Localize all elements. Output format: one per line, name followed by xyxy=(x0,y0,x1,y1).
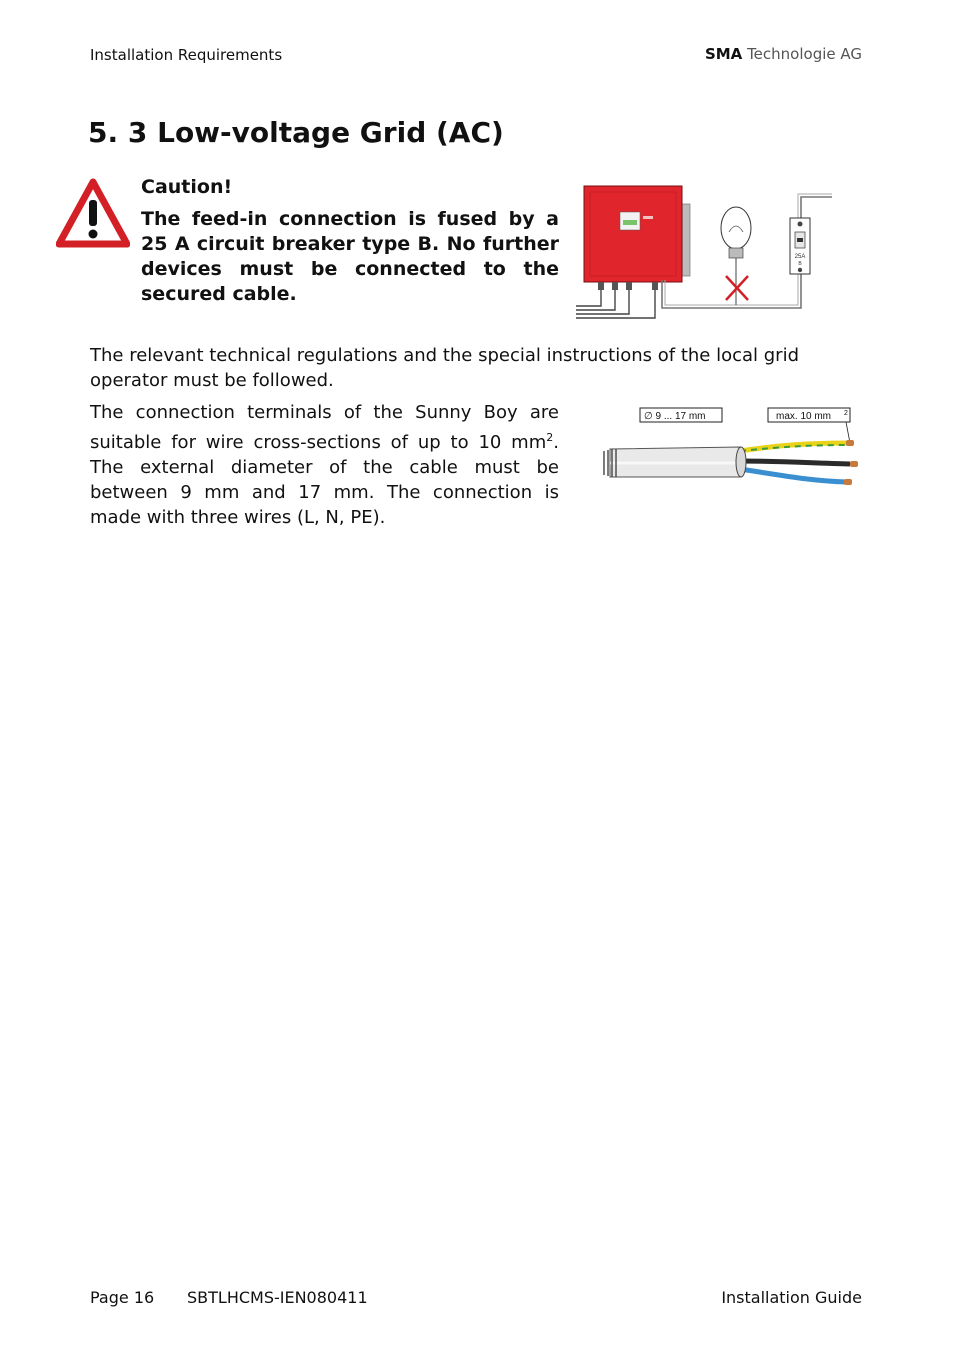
footer-doc-id: SBTLHCMS-IEN080411 xyxy=(187,1288,368,1307)
breaker-rating: 25A xyxy=(794,254,806,260)
header-section-title: Installation Requirements xyxy=(90,46,283,64)
inverter-breaker-diagram xyxy=(576,180,834,320)
breaker-type: B xyxy=(798,261,802,267)
regulations-paragraph: The relevant technical regulations and the special instructions of the local grid operator must be followed. xyxy=(90,345,799,391)
page-title: 5. 3 Low-voltage Grid (AC) xyxy=(88,116,504,149)
warning-icon xyxy=(56,178,130,248)
cable-diagram xyxy=(600,403,862,493)
caution-text: The feed-in connection is fused by a 25 A circuit breaker type B. No further devices must be connected to the secured cable. xyxy=(141,208,559,305)
footer-page-number: Page 16 xyxy=(90,1288,155,1307)
diameter-label: ∅ 9 ... 17 mm xyxy=(644,411,706,422)
superscript-2: 2 xyxy=(546,431,554,444)
terminals-text-1: The connection terminals of the Sunny Boy are suitable for wire cross-sections of up to 10 mm xyxy=(90,402,559,453)
brand-name: SMA xyxy=(704,45,743,63)
company-name: Technologie AG xyxy=(747,45,862,63)
terminals-text-2: . The external diameter of the cable must be between 9 mm and 17 mm. The connection is made with three wires (L, N, PE). xyxy=(90,432,559,528)
terminals-paragraph xyxy=(90,400,559,530)
cross-section-sup: 2 xyxy=(844,410,848,417)
header-company xyxy=(705,45,862,63)
caution-label: Caution! xyxy=(141,176,233,198)
footer-guide-name: Installation Guide xyxy=(721,1288,862,1307)
cross-section-label: max. 10 mm xyxy=(776,411,832,422)
